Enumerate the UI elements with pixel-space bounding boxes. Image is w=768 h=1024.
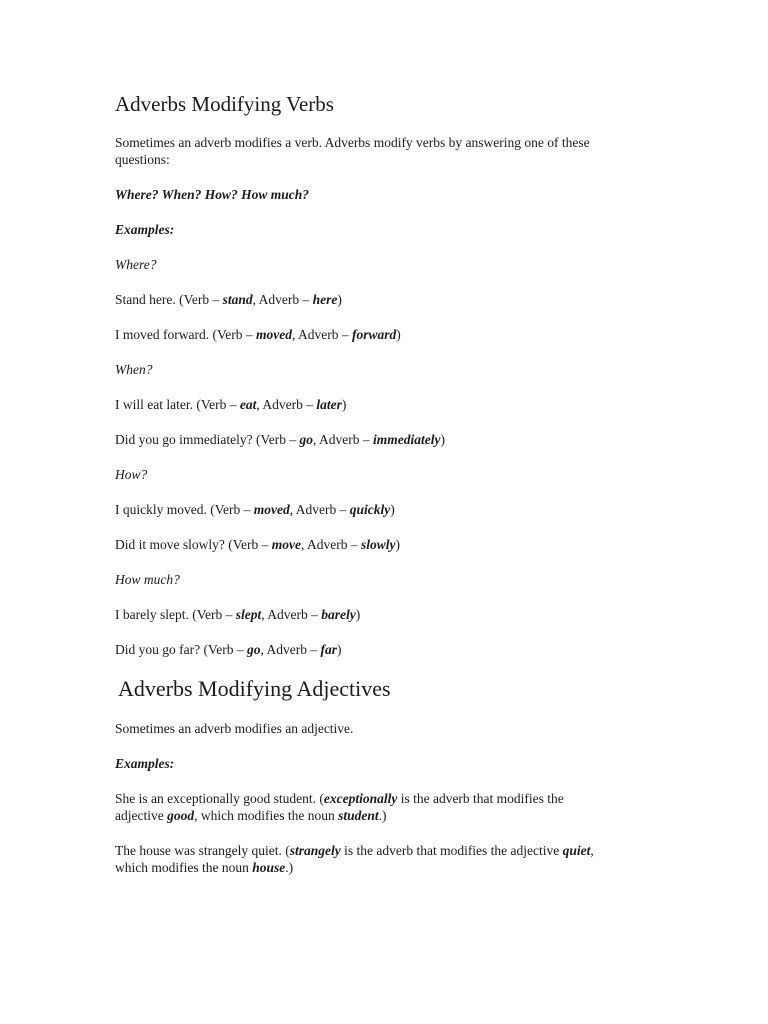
text-run: ): [395, 537, 400, 552]
text-run: , Adverb –: [300, 537, 361, 552]
text-run: which modifies the noun: [115, 860, 253, 875]
emphasized-word: strangely: [289, 843, 341, 858]
section1-title: Adverbs Modifying Verbs: [115, 92, 334, 116]
emphasized-word: student: [338, 808, 379, 823]
text-run: Stand here. (Verb –: [115, 292, 223, 307]
text-run: ): [341, 397, 347, 412]
text-run: .): [378, 808, 387, 823]
text-run: , which modifies the noun: [194, 808, 339, 823]
question-label: How?: [115, 467, 148, 482]
emphasized-word: eat: [239, 397, 257, 412]
text-run: ): [337, 292, 342, 307]
text-run: , Adverb –: [261, 607, 322, 622]
emphasized-word: slowly: [360, 537, 396, 552]
questions-line: Where? When? How? How much?: [115, 187, 310, 202]
example-line: [115, 396, 685, 413]
section2-examples-label: Examples:: [115, 756, 175, 771]
example-line: [115, 326, 685, 343]
emphasized-word: here: [312, 292, 338, 307]
question-label: Where?: [115, 257, 157, 272]
text-run: Did you go far? (Verb –: [115, 642, 247, 657]
text-run: ): [396, 327, 401, 342]
text-run: ): [336, 642, 342, 657]
text-run: is the adverb that modifies the adjective: [340, 843, 563, 858]
emphasized-word: immediately: [372, 432, 441, 447]
adjective-example-paragraphs: [115, 790, 685, 876]
text-run: I barely slept. (Verb –: [115, 607, 236, 622]
emphasized-word: good: [167, 808, 195, 823]
text-run: She is an exceptionally good student. (: [115, 791, 324, 806]
emphasized-word: quickly: [349, 502, 391, 517]
text-run: , Adverb –: [252, 292, 313, 307]
emphasized-word: go: [246, 642, 261, 657]
document-content: [115, 92, 685, 894]
example-line: [115, 431, 685, 448]
question-label: When?: [115, 362, 153, 377]
text-run: ): [390, 502, 395, 517]
emphasized-word: later: [316, 397, 342, 412]
emphasized-word: stand: [222, 292, 253, 307]
question-label: How much?: [115, 572, 180, 587]
text-run: , Adverb –: [289, 502, 350, 517]
example-line: [115, 501, 685, 518]
example-line: [115, 641, 685, 658]
section1-intro-line2: questions:: [115, 152, 170, 167]
text-run: ): [355, 607, 361, 622]
emphasized-word: forward: [351, 327, 397, 342]
example-paragraph: [115, 842, 685, 876]
example-paragraph: [115, 790, 685, 824]
text-run: , Adverb –: [312, 432, 373, 447]
section1-examples-label: Examples:: [115, 222, 175, 237]
example-groups: [115, 256, 685, 658]
text-run: Did it move slowly? (Verb –: [115, 537, 272, 552]
emphasized-word: moved: [253, 502, 290, 517]
example-line: [115, 291, 685, 308]
section2-intro-paragraph: Sometimes an adverb modifies an adjective.: [115, 721, 354, 736]
emphasized-word: move: [271, 537, 301, 552]
emphasized-word: slept: [235, 607, 262, 622]
example-line: [115, 606, 685, 623]
text-run: I moved forward. (Verb –: [115, 327, 256, 342]
text-run: I will eat later. (Verb –: [115, 397, 240, 412]
text-run: The house was strangely quiet. (: [115, 843, 290, 858]
text-run: , Adverb –: [260, 642, 321, 657]
text-run: I quickly moved. (Verb –: [115, 502, 254, 517]
text-run: is the adverb that modifies the: [397, 791, 564, 806]
emphasized-word: barely: [321, 607, 356, 622]
text-run: Did you go immediately? (Verb –: [115, 432, 300, 447]
section1-intro-line1: Sometimes an adverb modifies a verb. Adverbs modify verbs by answering one of these: [115, 135, 590, 150]
emphasized-word: moved: [255, 327, 292, 342]
text-run: , Adverb –: [291, 327, 352, 342]
text-run: ): [440, 432, 445, 447]
section2-title: Adverbs Modifying Adjectives: [118, 676, 391, 701]
text-run: , Adverb –: [256, 397, 317, 412]
text-run: ,: [590, 843, 594, 858]
emphasized-word: quiet: [562, 843, 591, 858]
example-line: [115, 536, 685, 553]
section1-intro-paragraph: [115, 134, 685, 168]
emphasized-word: exceptionally: [323, 791, 398, 806]
emphasized-word: far: [320, 642, 337, 657]
emphasized-word: go: [299, 432, 313, 447]
emphasized-word: house: [252, 860, 286, 875]
text-run: adjective: [115, 808, 168, 823]
text-run: .): [285, 860, 294, 875]
